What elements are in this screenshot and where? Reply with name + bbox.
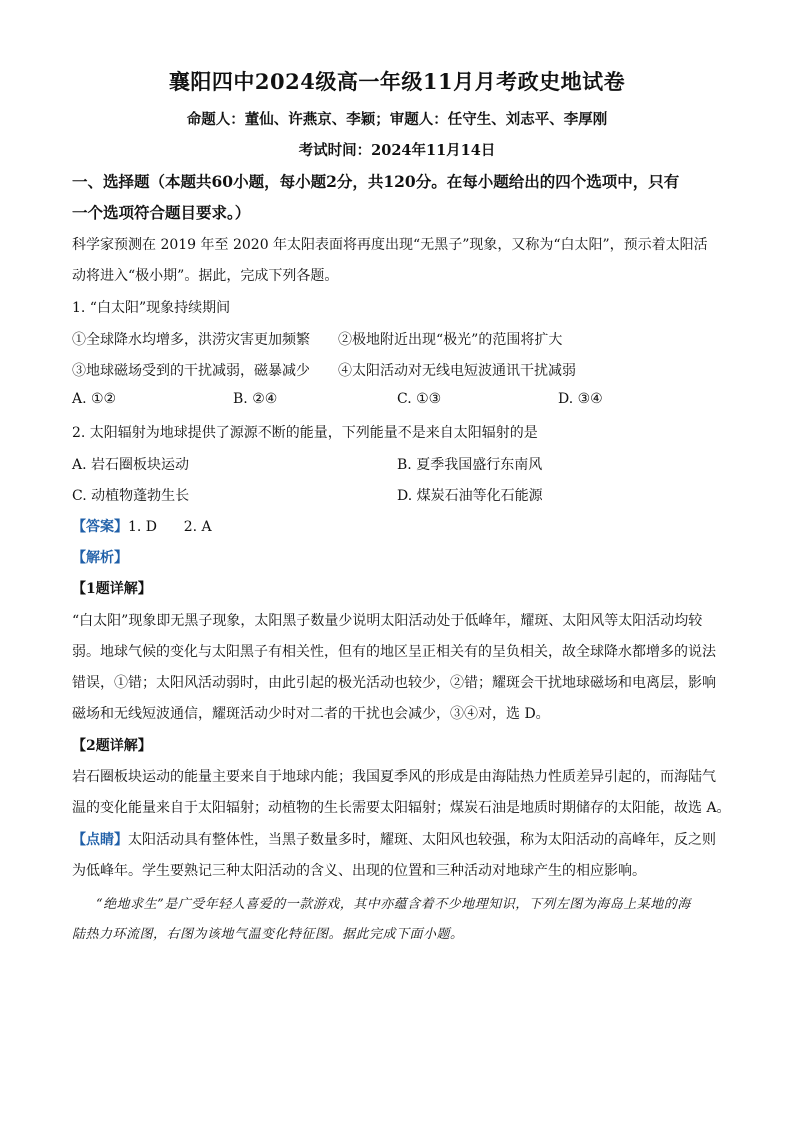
tip-line1 [72,829,732,849]
page-title: 襄阳四中2024级高一年级11月月考政史地试卷 [168,69,626,94]
detail2-line2: 温的变化能量来自于太阳辐射；动植物的生长需要太阳辐射；煤炭石油是地质时期储存的太阳能，故选 A。 [72,800,731,816]
exam-time: 考试时间：2024年11月14日 [298,142,496,159]
q1-option-a: A. ①② [72,391,117,407]
answer-line [72,516,732,536]
answer-value: 1. D 2. A [128,519,212,535]
q1-option-d: D. ③④ [558,391,603,407]
detail1-line1: “白太阳”现象即无黑子现象，太阳黑子数量少说明太阳活动处于低峰年，耀斑、太阳风等太阳活动均较 [72,613,703,629]
q1-stem: 1. “白太阳”现象持续期间 [72,300,231,316]
detail1-line3: 错误，①错；太阳风活动弱时，由此引起的极光活动也较少，②错；耀斑会干扰地球磁场和电离层，影响 [72,675,716,691]
answer-label: 【答案】 [72,519,128,535]
q1-item3: ③地球磁场受到的干扰减弱，磁暴减少 [72,363,310,379]
section-heading-line1: 一、选择题（本题共60小题，每小题2分，共120分。在每小题给出的四个选项中，只有 [72,172,680,191]
q1-item4: ④太阳活动对无线电短波通讯干扰减弱 [338,363,576,379]
q1-item1: ①全球降水均增多，洪涝灾害更加频繁 [72,332,310,348]
intro-line1: 科学家预测在 2019 年至 2020 年太阳表面将再度出现“无黑子”现象，又称为“白太阳”，预示着太阳活 [72,237,708,253]
authors-line: 命题人：董仙、许燕京、李颖；审题人：任守生、刘志平、李厚刚 [186,111,608,128]
section-heading-line2: 一个选项符合题目要求。） [72,203,251,222]
detail1-label: 【1题详解】 [72,581,152,597]
q2-option-b: B. 夏季我国盛行东南风 [397,457,543,473]
q2-option-a: A. 岩石圈板块运动 [72,457,190,473]
q2-stem: 2. 太阳辐射为地球提供了源源不断的能量，下列能量不是来自太阳辐射的是 [72,425,538,441]
q2-option-d: D. 煤炭石油等化石能源 [397,488,543,504]
tip-line2: 为低峰年。学生要熟记三种太阳活动的含义、出现的位置和三种活动对地球产生的相应影响。 [72,863,646,879]
detail2-line1: 岩石圈板块运动的能量主要来自于地球内能；我国夏季风的形成是由海陆热力性质差异引起的，而海陆气 [72,769,716,785]
tip-label: 【点睛】 [72,832,128,848]
q1-item2: ②极地附近出现“极光”的范围将扩大 [338,332,563,348]
tip-text1: 太阳活动具有整体性，当黑子数量多时，耀斑、太阳风也较强，称为太阳活动的高峰年，反之则 [128,832,716,848]
q2-option-c: C. 动植物蓬勃生长 [72,488,190,504]
next-intro-line1: “绝地求生”是广受年轻人喜爱的一款游戏，其中亦蕴含着不少地理知识，下列左图为海岛上某地的海 [96,897,691,912]
q1-option-b: B. ②④ [233,391,278,407]
next-intro-line2: 陆热力环流图，右图为该地气温变化特征图。据此完成下面小题。 [72,927,464,942]
q1-option-c: C. ①③ [397,391,442,407]
analysis-label-line [72,547,732,567]
detail1-line2: 弱。地球气候的变化与太阳黑子有相关性，但有的地区呈正相关有的呈负相关，故全球降水都增多的说法 [72,644,716,660]
analysis-label: 【解析】 [72,550,128,566]
intro-line2: 动将进入“极小期”。据此，完成下列各题。 [72,268,339,284]
detail2-label: 【2题详解】 [72,738,152,754]
detail1-line4: 磁场和无线短波通信，耀斑活动少时对二者的干扰也会减少，③④对，选 D。 [72,706,550,722]
